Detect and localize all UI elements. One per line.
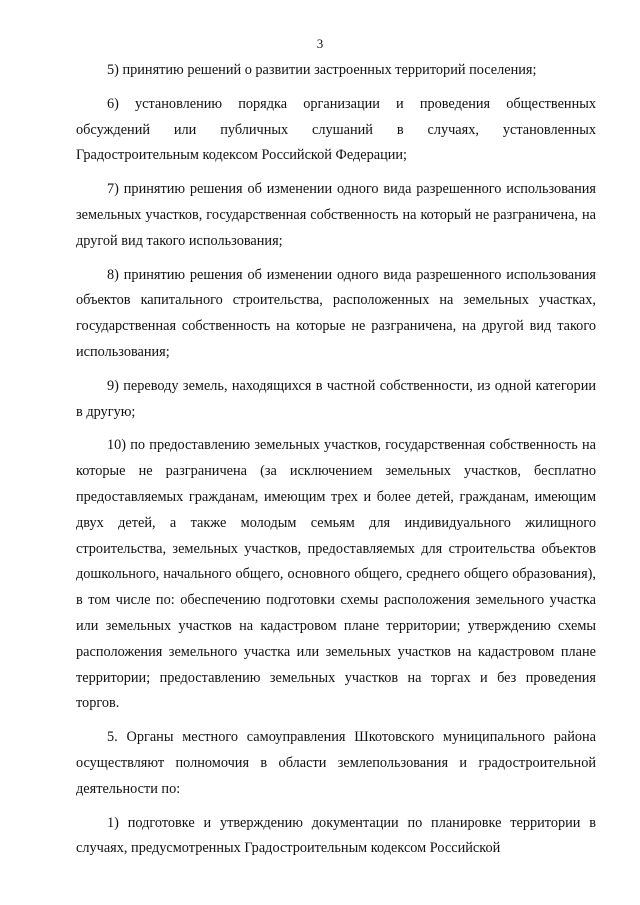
- page-number: 3: [316, 36, 324, 51]
- paragraph-item-9-land-category-transfer: 9) переводу земель, находящихся в частной собственности, из одной категории в другую;: [76, 377, 596, 420]
- paragraph-section-5-district-powers: 5. Органы местного самоуправления Шкотовского муниципального района осуществляют полномочия в области землепользования и градостроительной деятельности по:: [76, 729, 596, 797]
- paragraph-item-8-construction-use-change: 8) принятию решения об изменении одного вида разрешенного использования объектов капитального строительства, расположенных на земельных участках, государственная собственность на которые не разграничена, на другой вид такого использования;: [76, 266, 596, 360]
- paragraph-item-1-planning-documentation: 1) подготовке и утверждению документации по планировке территории в случаях, предусмотренных Градостроительным кодексом Российской: [76, 814, 596, 857]
- paragraph-item-5-development-decisions: 5) принятию решений о развитии застроенных территорий поселения;: [107, 62, 537, 78]
- paragraph-item-10-land-provision: 10) по предоставлению земельных участков, государственная собственность на которые не разграничена (за исключением земельных участков, бесплатно предоставляемых гражданам, имеющим трех и более детей, гражданам, имеющим двух детей, а также молодым семьям для индивидуального жилищного строительства, земельных участков, предоставляемых для строительства объектов дошкольного, начального общего, основного общего, среднего общего образования), в том числе по: обеспечению подготовки схемы расположения земельного участка или земельных участков на кадастровом плане территории; утверждению схемы расположения земельного участка или земельных участков на кадастровом плане территории; предоставлению земельных участков на торгах и без проведения торгов.: [76, 437, 596, 712]
- document-body: [76, 58, 596, 870]
- paragraph-item-6-public-hearings: 6) установлению порядка организации и проведения общественных обсуждений или публичных слушаний в случаях, установленных Градостроительным кодексом Российской Федерации;: [76, 95, 596, 164]
- paragraph-item-7-land-use-change: 7) принятию решения об изменении одного вида разрешенного использования земельных участков, государственная собственность на который не разграничена, на другой вид такого использования;: [76, 181, 596, 249]
